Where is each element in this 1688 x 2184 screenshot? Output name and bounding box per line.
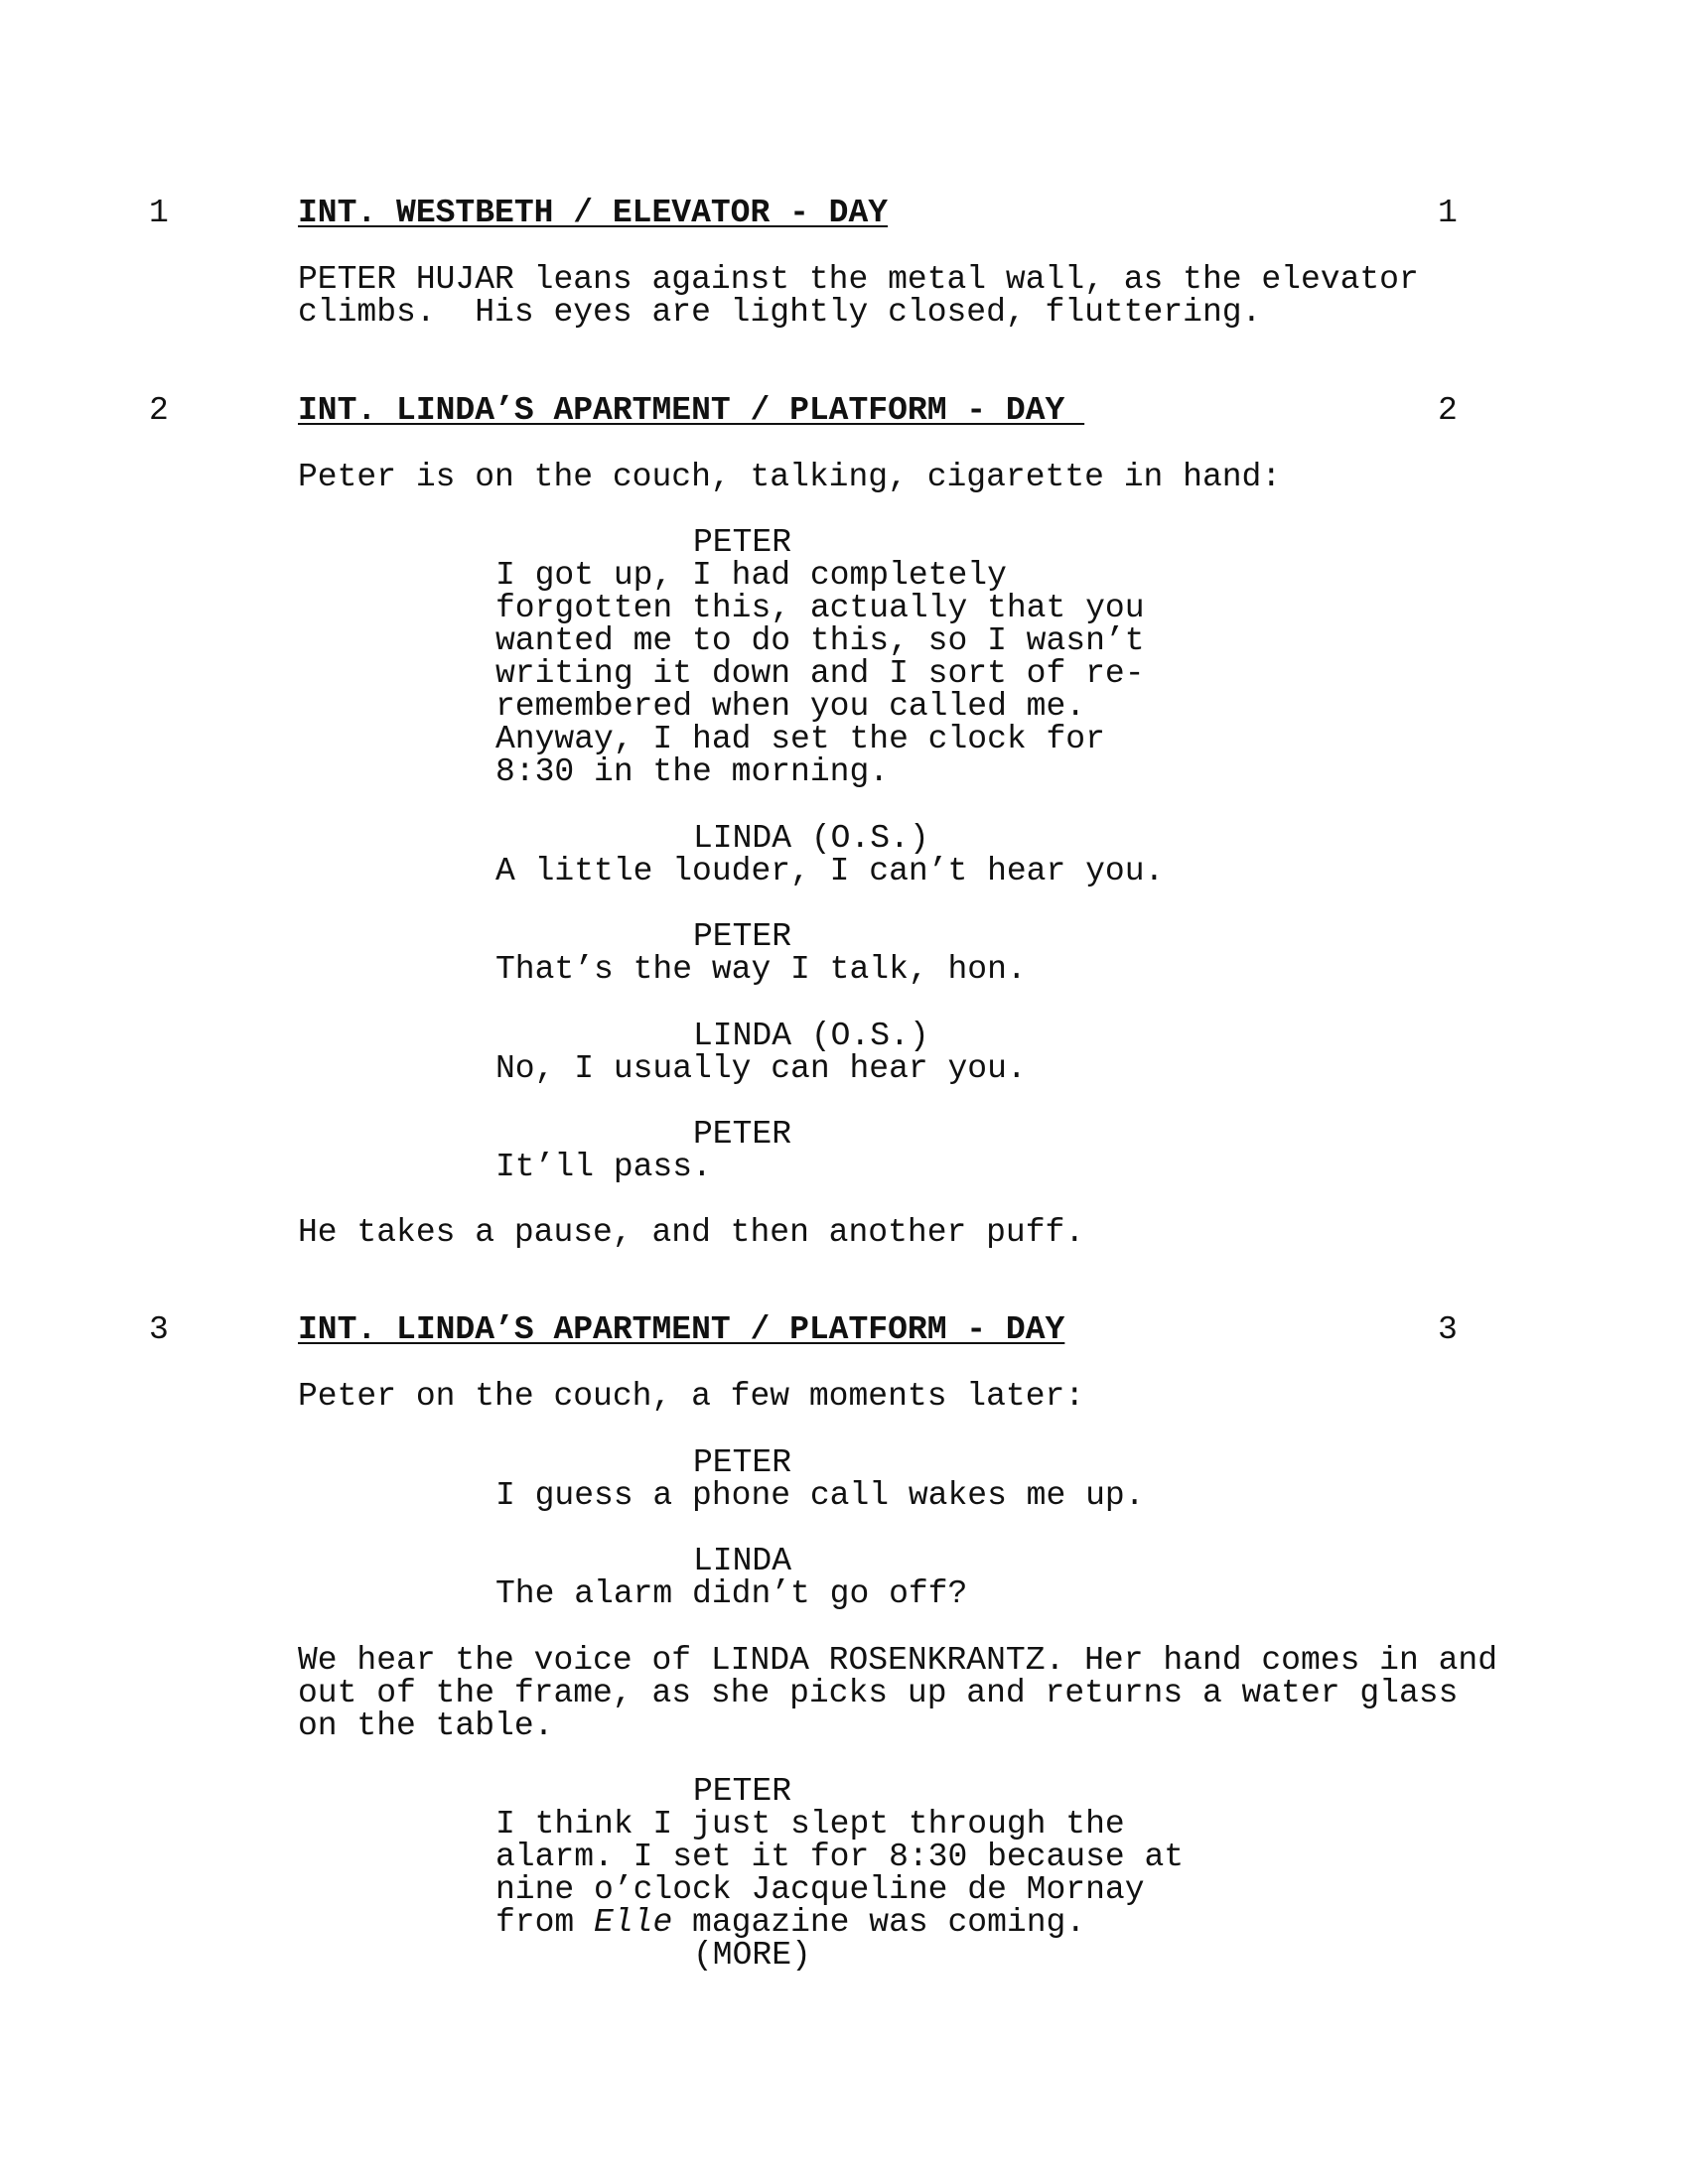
dialogue-text: from	[495, 1904, 595, 1941]
scene-number-right: 1	[1438, 195, 1458, 231]
action-line: We hear the voice of LINDA ROSENKRANTZ. Her hand comes in and	[298, 1642, 1497, 1679]
action-line: out of the frame, as she picks up and returns a water glass	[298, 1675, 1459, 1711]
dialogue-line: I got up, I had completely	[495, 557, 1007, 594]
dialogue-text: magazine was coming.	[672, 1904, 1086, 1941]
scene-number-left: 1	[149, 195, 169, 231]
dialogue-line: I think I just slept through the	[495, 1806, 1125, 1843]
character-name: PETER	[693, 1116, 792, 1153]
dialogue-line	[495, 1906, 1085, 1939]
action-line: PETER HUJAR leans against the metal wall, as the elevator	[298, 261, 1419, 298]
action-line: on the table.	[298, 1707, 554, 1744]
dialogue-line: 8:30 in the morning.	[495, 753, 890, 790]
scene-number-left: 2	[149, 392, 169, 429]
scene-heading: INT. LINDA’S APARTMENT / PLATFORM - DAY	[298, 1311, 1065, 1348]
dialogue-line: It’ll pass.	[495, 1149, 712, 1185]
scene-number-right: 2	[1438, 392, 1458, 429]
dialogue-line: That’s the way I talk, hon.	[495, 951, 1027, 988]
character-name: LINDA (O.S.)	[693, 820, 929, 857]
dialogue-line: A little louder, I can’t hear you.	[495, 853, 1165, 889]
scene-heading: INT. WESTBETH / ELEVATOR - DAY	[298, 195, 889, 231]
scene-number-right: 3	[1438, 1311, 1458, 1348]
character-name: PETER	[693, 918, 792, 955]
character-name: PETER	[693, 1773, 792, 1810]
more-marker: (MORE)	[693, 1937, 811, 1974]
action-line: Peter is on the couch, talking, cigarette in hand:	[298, 459, 1282, 495]
dialogue-line: alarm. I set it for 8:30 because at	[495, 1839, 1185, 1875]
dialogue-line: forgotten this, actually that you	[495, 590, 1145, 626]
magazine-title: Elle	[594, 1904, 673, 1941]
dialogue-line: I guess a phone call wakes me up.	[495, 1477, 1145, 1514]
character-name: PETER	[693, 1444, 792, 1481]
character-name: PETER	[693, 524, 792, 561]
dialogue-line: No, I usually can hear you.	[495, 1050, 1027, 1087]
scene-number-left: 3	[149, 1311, 169, 1348]
dialogue-line: Anyway, I had set the clock for	[495, 721, 1105, 757]
character-name: LINDA (O.S.)	[693, 1018, 929, 1054]
dialogue-line: wanted me to do this, so I wasn’t	[495, 622, 1145, 659]
dialogue-line: The alarm didn’t go off?	[495, 1575, 968, 1612]
action-line: climbs. His eyes are lightly closed, fluttering.	[298, 294, 1262, 331]
action-line: Peter on the couch, a few moments later:	[298, 1378, 1085, 1415]
dialogue-line: remembered when you called me.	[495, 688, 1086, 725]
character-name: LINDA	[693, 1543, 792, 1579]
dialogue-line: writing it down and I sort of re-	[495, 655, 1145, 692]
action-line: He takes a pause, and then another puff.	[298, 1214, 1085, 1251]
scene-heading: INT. LINDA’S APARTMENT / PLATFORM - DAY	[298, 392, 1085, 429]
dialogue-line: nine o’clock Jacqueline de Mornay	[495, 1871, 1145, 1908]
